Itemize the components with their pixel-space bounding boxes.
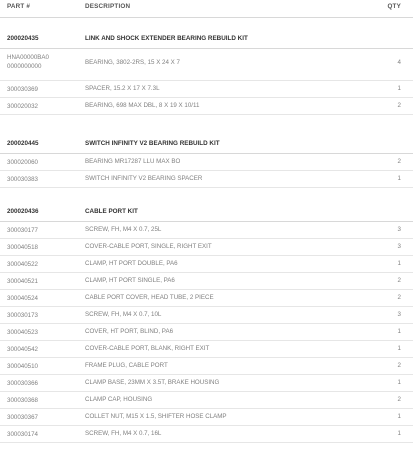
part-description: SCREW, FH, M4 X 0.7, 25L — [85, 226, 162, 233]
part-number: 300030173 — [7, 312, 38, 319]
part-description: BEARING MR17287 LLU MAX BO — [85, 158, 181, 165]
kit-title: SWITCH INFINITY V2 BEARING REBUILD KIT — [85, 140, 220, 147]
table-row — [0, 409, 413, 426]
part-number: 300040522 — [7, 261, 38, 268]
table-row — [0, 358, 413, 375]
table-row — [0, 239, 413, 256]
part-description: CABLE PORT COVER, HEAD TUBE, 2 PIECE — [85, 294, 214, 301]
table-row — [0, 341, 413, 358]
part-description: COLLET NUT, M15 X 1.5, SHIFTER HOSE CLAMP — [85, 413, 227, 420]
part-description: SWITCH INFINITY V2 BEARING SPACER — [85, 175, 203, 182]
kit-title: LINK AND SHOCK EXTENDER BEARING REBUILD KIT — [85, 35, 248, 42]
part-qty: 1 — [397, 345, 401, 352]
part-qty: 2 — [397, 362, 401, 369]
part-description: BEARING, 698 MAX DBL, 8 X 19 X 10/11 — [85, 102, 200, 109]
table-header — [0, 0, 413, 18]
table-row — [0, 324, 413, 341]
part-description: SCREW, FH, M4 X 0.7, 10L — [85, 311, 162, 318]
part-description: SPACER, 15.2 X 17 X 7.3L — [85, 85, 160, 92]
part-qty: 3 — [397, 311, 401, 318]
part-qty: 2 — [397, 294, 401, 301]
part-number: 300040510 — [7, 363, 38, 370]
table-row — [0, 307, 413, 324]
part-description: FRAME PLUG, CABLE PORT — [85, 362, 168, 369]
part-number: 300040523 — [7, 329, 38, 336]
part-qty: 1 — [397, 175, 401, 182]
part-qty: 2 — [397, 102, 401, 109]
part-number: 300030368 — [7, 397, 38, 404]
table-row — [0, 98, 413, 115]
part-number: 300030177 — [7, 227, 38, 234]
part-number: 300030366 — [7, 380, 38, 387]
table-row — [0, 273, 413, 290]
header-part: PART # — [7, 3, 31, 10]
part-qty: 1 — [397, 430, 401, 437]
table-row — [0, 222, 413, 239]
table-row — [0, 154, 413, 171]
kit-section — [0, 204, 413, 443]
part-qty: 1 — [397, 85, 401, 92]
part-number: HNA00000BA0 0000000000 — [7, 54, 49, 70]
kit-header — [0, 204, 413, 222]
table-row — [0, 256, 413, 273]
part-number: 300040518 — [7, 244, 38, 251]
part-number: 300040521 — [7, 278, 38, 285]
part-description: CLAMP BASE, 23MM X 3.5T, BRAKE HOUSING — [85, 379, 220, 386]
part-qty: 3 — [397, 226, 401, 233]
part-number: 300030369 — [7, 86, 38, 93]
part-number: 300040542 — [7, 346, 38, 353]
kit-part-number: 200020445 — [7, 140, 39, 147]
kit-header — [0, 136, 413, 154]
kit-part-number: 200020436 — [7, 208, 39, 215]
part-qty: 4 — [397, 59, 401, 66]
part-qty: 1 — [397, 260, 401, 267]
part-qty: 1 — [397, 328, 401, 335]
part-qty: 3 — [397, 243, 401, 250]
part-qty: 1 — [397, 413, 401, 420]
part-description: COVER-CABLE PORT, BLANK, RIGHT EXIT — [85, 345, 210, 352]
part-number: 300030367 — [7, 414, 38, 421]
part-description: CLAMP, HT PORT DOUBLE, PA6 — [85, 260, 178, 267]
part-qty: 2 — [397, 277, 401, 284]
table-row — [0, 375, 413, 392]
part-qty: 2 — [397, 158, 401, 165]
part-description: SCREW, FH, M4 X 0.7, 16L — [85, 430, 162, 437]
part-description: CLAMP, HT PORT SINGLE, PA6 — [85, 277, 175, 284]
part-number: 300020032 — [7, 103, 38, 110]
kit-part-number: 200020435 — [7, 35, 39, 42]
part-number: 300030174 — [7, 431, 38, 438]
table-row — [0, 392, 413, 409]
table-row — [0, 290, 413, 307]
kit-header — [0, 31, 413, 49]
header-qty: QTY — [387, 3, 401, 10]
kit-section — [0, 31, 413, 115]
part-number: 300040524 — [7, 295, 38, 302]
kit-section — [0, 136, 413, 188]
part-description: COVER-CABLE PORT, SINGLE, RIGHT EXIT — [85, 243, 212, 250]
part-number: 300030383 — [7, 176, 38, 183]
header-description: DESCRIPTION — [85, 3, 131, 10]
table-row — [0, 81, 413, 98]
part-description: BEARING, 3802-2RS, 15 X 24 X 7 — [85, 59, 180, 66]
kit-title: CABLE PORT KIT — [85, 208, 138, 215]
table-row — [0, 171, 413, 188]
part-description: COVER, HT PORT, BLIND, PA6 — [85, 328, 174, 335]
part-qty: 1 — [397, 379, 401, 386]
part-number: 300020060 — [7, 159, 38, 166]
part-qty: 2 — [397, 396, 401, 403]
table-row — [0, 49, 413, 81]
table-row — [0, 426, 413, 443]
part-description: CLAMP CAP, HOUSING — [85, 396, 153, 403]
